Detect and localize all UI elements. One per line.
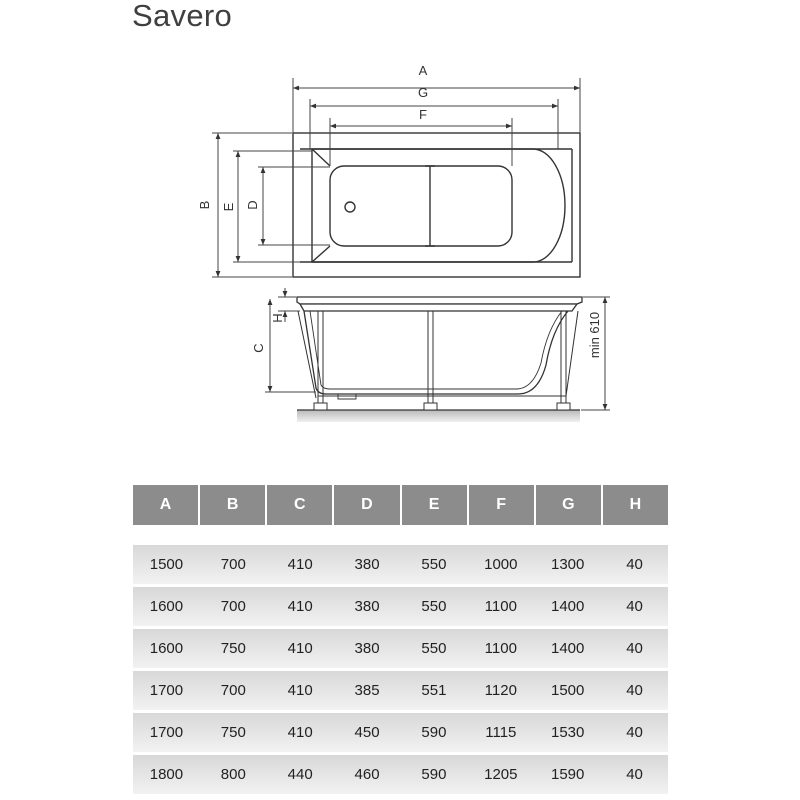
- table-cell: 1600: [149, 598, 184, 615]
- table-cell: 1800: [149, 766, 184, 783]
- table-cell: 380: [354, 556, 380, 573]
- column-header: C: [267, 485, 332, 525]
- table-cell: 40: [626, 598, 643, 615]
- table-cell: 460: [354, 766, 380, 783]
- table-cell: 1120: [484, 682, 517, 699]
- dimension-d-label: D: [245, 200, 260, 210]
- dimension-f: [330, 118, 512, 166]
- table-cell: 410: [287, 598, 313, 615]
- dimension-h-label: H: [270, 313, 285, 323]
- column-header: B: [200, 485, 265, 525]
- dimension-b-label: B: [197, 200, 212, 210]
- frame-brace: [298, 311, 316, 398]
- table-cell: 450: [354, 724, 380, 741]
- table-cell: 410: [287, 682, 313, 699]
- column-header: G: [536, 485, 601, 525]
- tub-center-marker: [425, 166, 435, 246]
- table-row: [133, 587, 668, 626]
- tub-rim-flange-side: [300, 304, 577, 311]
- top-view: [293, 133, 580, 277]
- table-cell: 410: [287, 556, 313, 573]
- dimensions-table: [133, 485, 668, 794]
- table-cell: 700: [220, 598, 246, 615]
- table-row: [133, 545, 668, 584]
- table-cell: 550: [421, 640, 447, 657]
- table-row: [133, 755, 668, 794]
- dimension-c-label: C: [251, 343, 266, 353]
- dimension-g-label: G: [417, 85, 429, 100]
- dimension-g: [310, 99, 558, 149]
- tub-body-inner-side: [310, 311, 562, 389]
- floor: [297, 410, 580, 422]
- table-cell: 40: [626, 724, 643, 741]
- table-cell: 40: [626, 766, 643, 783]
- table-cell: 40: [626, 640, 643, 657]
- table-cell: 1100: [484, 598, 517, 615]
- table-row: [133, 671, 668, 710]
- table-cell: 1000: [484, 556, 518, 573]
- side-view: [297, 297, 582, 422]
- table-cell: 40: [626, 556, 643, 573]
- table-cell: 40: [626, 682, 643, 699]
- column-header: A: [133, 485, 198, 525]
- table-row: [133, 629, 668, 668]
- column-header: H: [603, 485, 668, 525]
- table-cell: 1530: [551, 724, 585, 741]
- drain-icon: [345, 202, 355, 212]
- table-cell: 410: [287, 724, 313, 741]
- table-cell: 800: [220, 766, 246, 783]
- product-title: Savero: [132, 0, 233, 33]
- table-cell: 750: [220, 724, 246, 741]
- table-cell: 700: [220, 682, 246, 699]
- table-cell: 590: [421, 766, 447, 783]
- dimension-min-height-label: min 610: [587, 311, 602, 359]
- table-cell: 1205: [484, 766, 518, 783]
- dimension-a-label: A: [418, 63, 428, 78]
- frame-brace: [566, 311, 578, 396]
- table-cell: 1700: [149, 724, 184, 741]
- table-cell: 550: [421, 556, 447, 573]
- tub-rim-outline: [293, 133, 580, 277]
- table-cell: 1400: [551, 640, 585, 657]
- support-frame: [298, 311, 578, 410]
- table-cell: 1590: [551, 766, 585, 783]
- dimension-f-label: F: [419, 107, 427, 122]
- column-header: E: [402, 485, 467, 525]
- table-cell: 1700: [149, 682, 184, 699]
- table-row: [133, 713, 668, 752]
- table-cell: 550: [421, 598, 447, 615]
- column-header: F: [469, 485, 534, 525]
- table-cell: 440: [287, 766, 313, 783]
- column-header: D: [334, 485, 399, 525]
- table-body: [133, 545, 668, 794]
- table-cell: 1100: [484, 640, 517, 657]
- dimension-c: [265, 299, 316, 392]
- frame-foot: [557, 403, 570, 410]
- table-cell: 551: [421, 682, 447, 699]
- frame-foot: [314, 403, 327, 410]
- dimension-d: [258, 167, 330, 245]
- tub-body-side: [304, 311, 568, 394]
- table-cell: 700: [220, 556, 246, 573]
- table-cell: 1400: [551, 598, 585, 615]
- table-cell: 1300: [551, 556, 585, 573]
- table-header-row: [133, 485, 668, 525]
- table-cell: 1600: [149, 640, 184, 657]
- frame-foot: [424, 403, 437, 410]
- table-cell: 750: [220, 640, 246, 657]
- table-cell: 385: [354, 682, 380, 699]
- tub-floor-outline: [330, 166, 512, 246]
- table-cell: 1115: [485, 724, 517, 741]
- dimension-e-label: E: [221, 202, 236, 212]
- table-cell: 380: [354, 598, 380, 615]
- table-cell: 410: [287, 640, 313, 657]
- table-cell: 380: [354, 640, 380, 657]
- table-cell: 1500: [551, 682, 585, 699]
- table-cell: 590: [421, 724, 447, 741]
- tub-rim-side: [297, 297, 582, 304]
- table-cell: 1500: [149, 556, 184, 573]
